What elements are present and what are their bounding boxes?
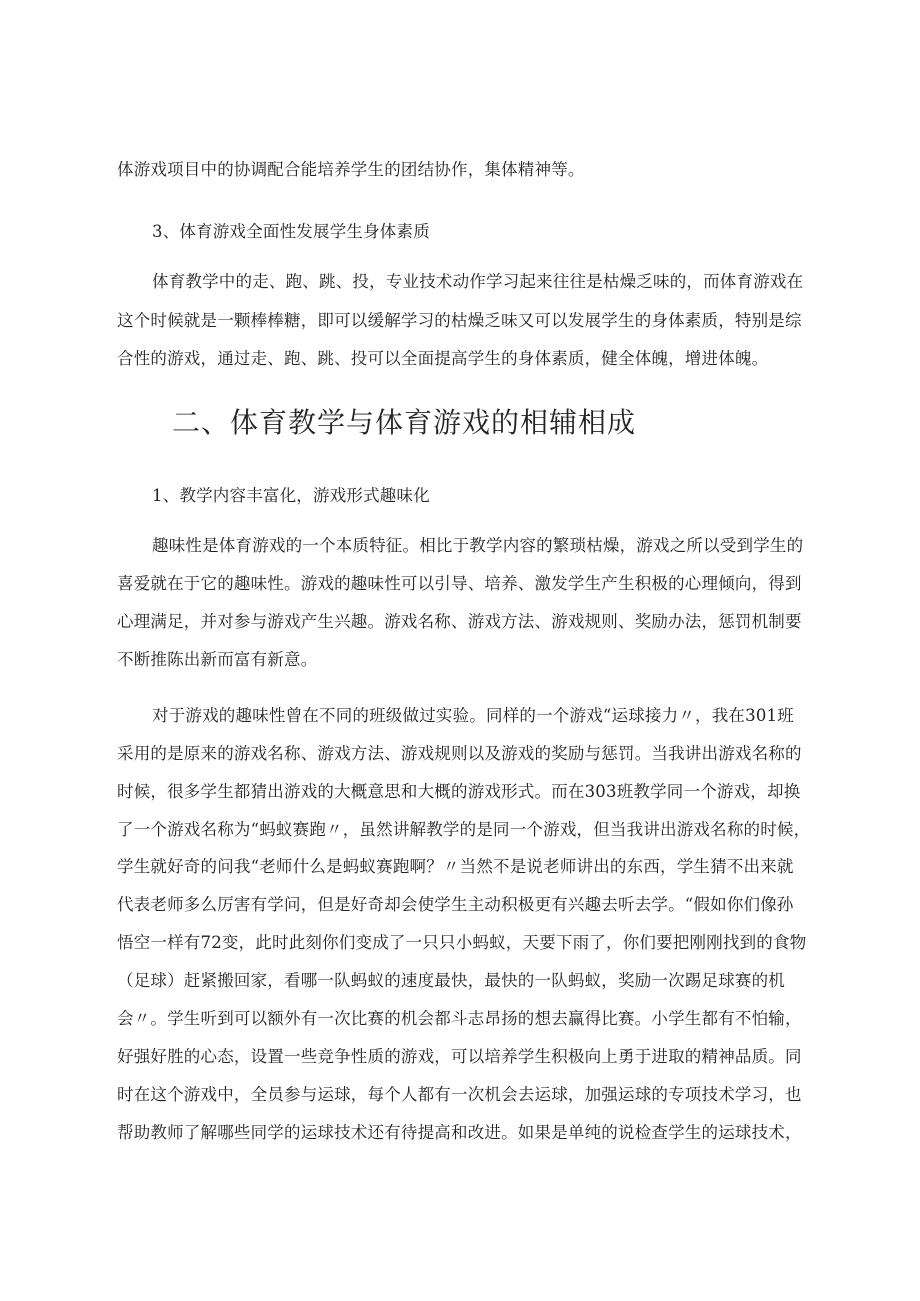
paragraph-line: 好强好胜的心态，设置一些竞争性质的游戏，可以培养学生积极向上勇于进取的精神品质。同 — [117, 1047, 802, 1066]
paragraph-line: 代表老师多么厉害有学问，但是好奇却会使学生主动积极更有兴趣去听去学。“假如你们像孙 — [117, 895, 794, 914]
paragraph-line: 时在这个游戏中，全员参与运球，每个人都有一次机会去运球，加强运球的专项技术学习，也 — [117, 1085, 802, 1104]
paragraph-line: 趣味性是体育游戏的一个本质特征。相比于教学内容的繁琐枯燥，游戏之所以受到学生的 — [152, 536, 804, 555]
paragraph-line: （足球）赶紧搬回家，看哪一队蚂蚁的速度最快，最快的一队蚂蚁，奖励一次踢足球赛的机 — [117, 971, 785, 990]
subsection-heading: 1、教学内容丰富化，游戏形式趣味化 — [152, 486, 430, 505]
paragraph-line: 学生就好奇的问我“老师什么是蚂蚁赛跑啊？〃当然不是说老师讲出的东西，学生猜不出来就 — [117, 857, 794, 876]
paragraph-line: 会〃。学生听到可以额外有一次比赛的机会都斗志昂扬的想去赢得比赛。小学生都有不怕输， — [117, 1009, 802, 1028]
paragraph-line: 时候，很多学生都猜出游戏的大概意思和大概的游戏形式。而在303班教学同一个游戏，却换 — [117, 782, 801, 801]
paragraph-line: 悟空一样有72变，此时此刻你们变成了一只只小蚂蚁，天要下雨了，你们要把刚刚找到的食物 — [117, 933, 807, 952]
paragraph-line: 喜爱就在于它的趣味性。游戏的趣味性可以引导、培养、激发学生产生积极的心理倾向，得到 — [117, 574, 802, 593]
paragraph-line: 采用的是原来的游戏名称、游戏方法、游戏规则以及游戏的奖励与惩罚。当我讲出游戏名称的 — [117, 744, 802, 763]
paragraph-line: 了一个游戏名称为“蚂蚁赛跑〃，虽然讲解教学的是同一个游戏，但当我讲出游戏名称的时候， — [117, 820, 811, 839]
section-heading: 二、体育教学与体育游戏的相辅相成 — [172, 406, 637, 439]
paragraph-line: 对于游戏的趣味性曾在不同的班级做过实验。同样的一个游戏“运球接力〃，我在301班 — [152, 706, 794, 725]
paragraph-line: 帮助教师了解哪些同学的运球技术还有待提高和改进。如果是单纯的说检查学生的运球技术， — [117, 1123, 802, 1142]
paragraph-line: 这个时候就是一颗棒棒糖，即可以缓解学习的枯燥乏味又可以发展学生的身体素质，特别是综 — [117, 311, 802, 330]
paragraph-line: 不断推陈出新而富有新意。 — [117, 650, 318, 669]
paragraph-line: 心理满足，并对参与游戏产生兴趣。游戏名称、游戏方法、游戏规则、奖励办法，惩罚机制要 — [117, 612, 802, 631]
paragraph-line: 合性的游戏，通过走、跑、跳、投可以全面提高学生的身体素质，健全体魄，增进体魄。 — [117, 349, 769, 368]
paragraph-line: 体游戏项目中的协调配合能培养学生的团结协作，集体精神等。 — [117, 160, 585, 179]
paragraph-line: 体育教学中的走、跑、跳、投，专业技术动作学习起来往往是枯燥乏味的，而体育游戏在 — [152, 272, 804, 291]
subsection-heading: 3、体育游戏全面性发展学生身体素质 — [152, 222, 430, 241]
